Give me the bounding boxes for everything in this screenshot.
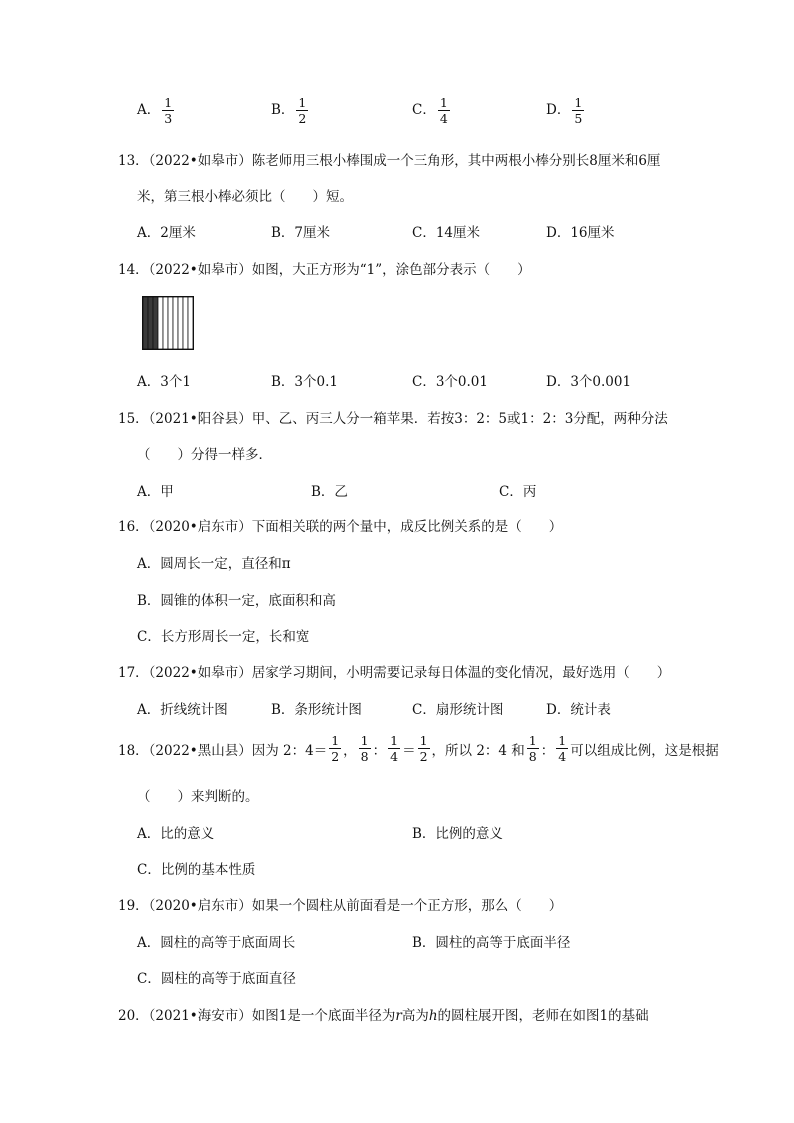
- strips: [143, 297, 193, 349]
- fraction: $\frac{1}{4}$: [390, 733, 399, 765]
- q19-option-c[interactable]: C．圆柱的高等于底面直径: [137, 971, 296, 987]
- shaded-strip: [148, 297, 153, 349]
- q19-option-a[interactable]: A．圆柱的高等于底面周长: [137, 935, 296, 951]
- q12-option-d[interactable]: D． $\frac{1}{5}$: [546, 95, 583, 127]
- q16-option-a[interactable]: A．圆周长一定，直径和π: [137, 556, 291, 572]
- q17-option-b[interactable]: B．条形统计图: [271, 702, 362, 718]
- shaded-strip: [153, 297, 158, 349]
- q19-stem: 19．（2020•启东市）如果一个圆柱从前面看是一个正方形，那么（ ）: [118, 898, 563, 914]
- strip: [178, 297, 183, 349]
- q14-option-a[interactable]: A．3个1: [137, 374, 191, 390]
- fraction: $\frac{1}{2}$: [419, 733, 428, 765]
- strip: [158, 297, 163, 349]
- fraction: $\frac{1}{4}$: [558, 733, 567, 765]
- q13-option-c[interactable]: C．14厘米: [412, 225, 481, 241]
- fraction: $\frac{1}{4}$: [439, 95, 448, 127]
- strip: [163, 297, 168, 349]
- q16-option-c[interactable]: C．长方形周长一定，长和宽: [137, 629, 310, 645]
- q15-stem-line2: （ ）分得一样多．: [137, 447, 272, 463]
- fraction: $\frac{1}{2}$: [331, 733, 340, 765]
- q18-stem-line2: （ ）来判断的。: [137, 789, 259, 805]
- q16-option-b[interactable]: B．圆锥的体积一定，底面积和高: [137, 593, 336, 609]
- q15-option-a[interactable]: A．甲: [137, 484, 174, 500]
- q13-option-b[interactable]: B．7厘米: [271, 225, 331, 241]
- strip: [183, 297, 188, 349]
- q13-stem-line2: 米，第三根小棒必须比（ ）短。: [137, 189, 353, 205]
- q17-option-a[interactable]: A．折线统计图: [137, 702, 228, 718]
- q14-stem: 14．（2022•如皋市）如图，大正方形为“1”，涂色部分表示（ ）: [118, 262, 531, 278]
- var-r: r: [395, 1008, 402, 1024]
- q13-stem-line1: 13．（2022•如皋市）陈老师用三根小棒围成一个三角形，其中两根小棒分别长8厘米和6厘: [118, 153, 661, 169]
- q18-option-b[interactable]: B．比例的意义: [412, 826, 503, 842]
- q17-stem: 17．（2022•如皋市）居家学习期间，小明需要记录每日体温的变化情况，最好选用（ ）: [118, 665, 671, 681]
- strip: [168, 297, 173, 349]
- q18-option-a[interactable]: A．比的意义: [137, 826, 215, 842]
- fraction: $\frac{1}{2}$: [298, 95, 307, 127]
- q13-option-d[interactable]: D．16厘米: [546, 225, 615, 241]
- q18-stem-line1: 18．（2022•黑山县）因为 2：4＝ $\frac{1}{2}$ ， $\frac{1}{8}$ ： $\frac{1}{4}$ ＝ $\frac{1}{2}$ ，所以 2：4 和 $\frac{1}{8}$ ： $\frac{1}{4}$ 可以组成比例，这是根据: [118, 733, 719, 765]
- var-h: h: [428, 1008, 438, 1024]
- strip: [188, 297, 193, 349]
- q12-option-a[interactable]: A． $\frac{1}{3}$: [137, 95, 173, 127]
- q14-option-b[interactable]: B．3个0.1: [271, 374, 338, 390]
- q20-stem: 20．（2021•海安市）如图1是一个底面半径为r高为h的圆柱展开图，老师在如图1的基础: [118, 1008, 649, 1024]
- q14-option-d[interactable]: D．3个0.001: [546, 374, 632, 390]
- q18-option-c[interactable]: C．比例的基本性质: [137, 862, 256, 878]
- q12-option-c[interactable]: C． $\frac{1}{4}$: [412, 95, 448, 127]
- fraction: $\frac{1}{5}$: [574, 95, 583, 127]
- q14-option-c[interactable]: C．3个0.01: [412, 374, 488, 390]
- fraction: $\frac{1}{8}$: [528, 733, 537, 765]
- strip: [173, 297, 178, 349]
- q15-stem-line1: 15．（2021•阳谷县）甲、乙、丙三人分一箱苹果．若按3：2：5或1：2：3分配，两种分法: [118, 411, 668, 427]
- q13-option-a[interactable]: A．2厘米: [137, 225, 196, 241]
- shaded-strip: [143, 297, 148, 349]
- q15-option-c[interactable]: C．丙: [499, 484, 537, 500]
- fraction: $\frac{1}{8}$: [360, 733, 369, 765]
- fraction: $\frac{1}{3}$: [164, 95, 173, 127]
- q16-stem: 16．（2020•启东市）下面相关联的两个量中，成反比例关系的是（ ）: [118, 519, 563, 535]
- q17-option-d[interactable]: D．统计表: [546, 702, 611, 718]
- striped-square-figure: [142, 296, 194, 350]
- q12-option-b[interactable]: B． $\frac{1}{2}$: [271, 95, 307, 127]
- q19-option-b[interactable]: B．圆柱的高等于底面半径: [412, 935, 571, 951]
- q17-option-c[interactable]: C．扇形统计图: [412, 702, 504, 718]
- q15-option-b[interactable]: B．乙: [311, 484, 348, 500]
